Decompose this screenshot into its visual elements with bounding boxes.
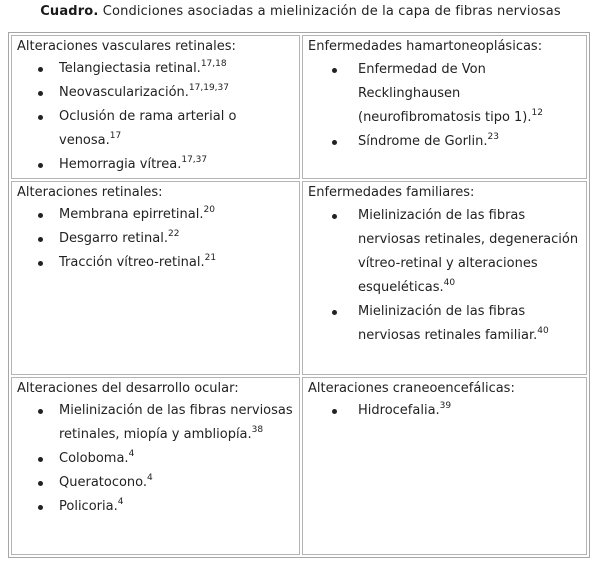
conditions-table bbox=[8, 32, 590, 558]
reference-number: 17,19,37 bbox=[188, 83, 229, 93]
reference-number: 22 bbox=[167, 229, 180, 239]
bullet-icon bbox=[38, 457, 43, 462]
list-item bbox=[12, 81, 299, 105]
cell-heading: Alteraciones del desarrollo ocular: bbox=[17, 381, 239, 396]
reference-number: 38 bbox=[251, 425, 264, 435]
list-item bbox=[12, 447, 299, 471]
reference-number: 40 bbox=[443, 278, 456, 288]
cell-heading: Enfermedades hamartoneoplásicas: bbox=[308, 39, 543, 54]
list-item bbox=[303, 58, 586, 130]
reference-number: 17 bbox=[109, 131, 122, 141]
list-item bbox=[12, 251, 299, 275]
list-item bbox=[12, 57, 299, 81]
reference-number: 4 bbox=[128, 449, 135, 459]
list-item bbox=[303, 300, 586, 348]
bullet-icon bbox=[332, 214, 337, 219]
item-text: Hidrocefalia. bbox=[358, 403, 440, 418]
item-text: Oclusión de rama arterial o venosa. bbox=[59, 109, 237, 148]
reference-number: 17,18 bbox=[200, 59, 227, 69]
item-text: Enfermedad de Von Recklinghausen (neurofibromatosis tipo 1). bbox=[358, 62, 532, 125]
condition-list bbox=[12, 399, 299, 519]
reference-number: 20 bbox=[203, 205, 215, 215]
bullet-icon bbox=[332, 409, 337, 414]
bullet-icon bbox=[38, 261, 43, 266]
condition-list bbox=[303, 58, 586, 154]
bullet-icon bbox=[38, 237, 43, 242]
reference-number: 4 bbox=[117, 497, 124, 507]
table-cell-familial bbox=[302, 181, 587, 375]
item-text: Desgarro retinal. bbox=[59, 231, 168, 246]
condition-list bbox=[303, 204, 586, 348]
table-cell-hamartoneoplastic bbox=[302, 35, 587, 179]
item-text: Hemorragia vítrea. bbox=[59, 157, 182, 172]
table-cell-vascular bbox=[11, 35, 300, 179]
bullet-icon bbox=[38, 91, 43, 96]
bullet-icon bbox=[38, 163, 43, 168]
cell-heading: Alteraciones craneoencefálicas: bbox=[308, 381, 515, 396]
reference-number: 23 bbox=[487, 132, 499, 142]
list-item bbox=[12, 471, 299, 495]
reference-number: 21 bbox=[204, 253, 217, 263]
list-item bbox=[12, 227, 299, 251]
item-text: Síndrome de Gorlin. bbox=[358, 134, 488, 149]
item-text: Policoria. bbox=[59, 499, 118, 514]
bullet-icon bbox=[332, 310, 337, 315]
list-item bbox=[303, 204, 586, 300]
item-text: Queratocono. bbox=[59, 475, 148, 490]
list-item bbox=[12, 105, 299, 153]
reference-number: 39 bbox=[439, 401, 452, 411]
bullet-icon bbox=[38, 115, 43, 120]
bullet-icon bbox=[38, 505, 43, 510]
list-item bbox=[12, 399, 299, 447]
bullet-icon bbox=[38, 213, 43, 218]
reference-number: 4 bbox=[147, 473, 153, 483]
list-item bbox=[303, 399, 586, 423]
caption-label: Cuadro. bbox=[40, 4, 99, 19]
table-caption bbox=[0, 4, 601, 19]
table-cell-ocular-development bbox=[11, 377, 300, 555]
reference-number: 40 bbox=[537, 326, 549, 336]
bullet-icon bbox=[332, 68, 337, 73]
item-text: Coloboma. bbox=[59, 451, 129, 466]
condition-list bbox=[12, 203, 299, 275]
bullet-icon bbox=[38, 409, 43, 414]
reference-number: 12 bbox=[531, 108, 543, 118]
item-text: Mielinización de las fibras nerviosas retinales, degeneración vítreo-retinal y alteraciones esqueléticas. bbox=[358, 208, 579, 295]
caption-title: Condiciones asociadas a mielinización de la capa de fibras nerviosas bbox=[102, 4, 561, 19]
list-item bbox=[12, 153, 299, 177]
condition-list bbox=[303, 399, 586, 423]
item-text: Membrana epirretinal. bbox=[59, 207, 204, 222]
item-text: Mielinización de las fibras nerviosas retinales familiar. bbox=[358, 304, 538, 343]
bullet-icon bbox=[332, 140, 337, 145]
item-text: Tracción vítreo-retinal. bbox=[59, 255, 205, 270]
table-cell-craniocephalic bbox=[302, 377, 587, 555]
cell-heading: Enfermedades familiares: bbox=[308, 185, 475, 200]
cell-heading: Alteraciones retinales: bbox=[17, 185, 163, 200]
list-item bbox=[303, 130, 586, 154]
table-cell-retinal bbox=[11, 181, 300, 375]
item-text: Mielinización de las fibras nerviosas retinales, miopía y ambliopía. bbox=[59, 403, 293, 442]
bullet-icon bbox=[38, 67, 43, 72]
condition-list bbox=[12, 57, 299, 177]
item-text: Neovascularización. bbox=[59, 85, 189, 100]
reference-number: 17,37 bbox=[181, 155, 208, 165]
cell-heading: Alteraciones vasculares retinales: bbox=[17, 39, 236, 54]
list-item bbox=[12, 495, 299, 519]
bullet-icon bbox=[38, 481, 43, 486]
item-text: Telangiectasia retinal. bbox=[59, 61, 201, 76]
list-item bbox=[12, 203, 299, 227]
